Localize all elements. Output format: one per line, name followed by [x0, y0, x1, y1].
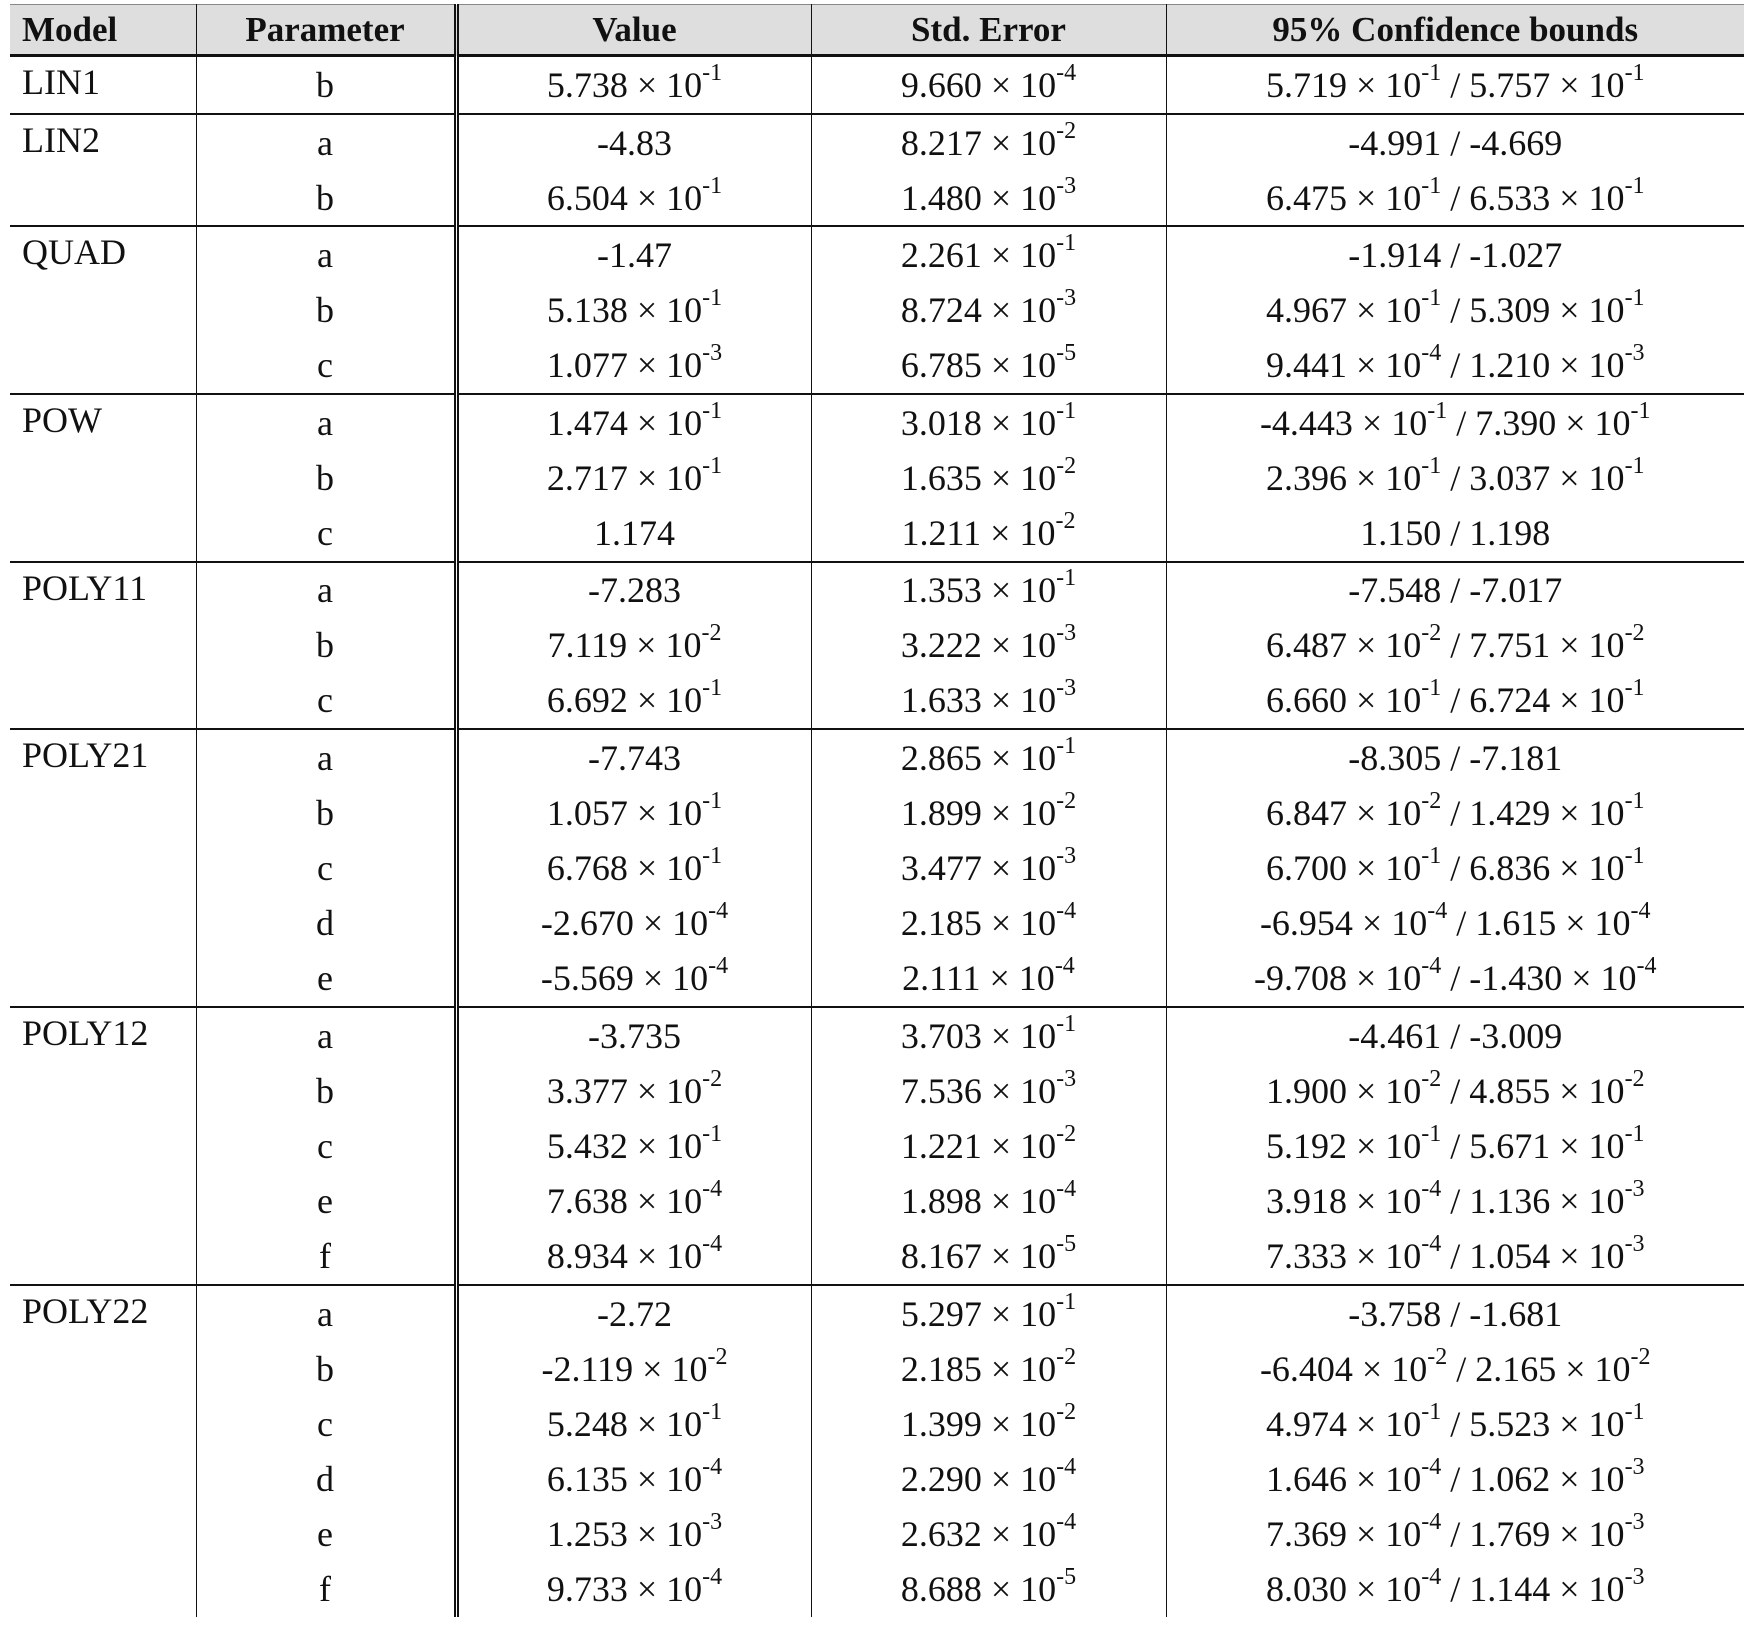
parameter-cell: d — [196, 896, 456, 951]
value-cell: $5.138 \times 10^{-1}$ — [456, 283, 811, 338]
confidence-bounds-cell: $8.030 \times 10^{-4} / 1.144 \times 10^{-3}$ — [1265, 1564, 1645, 1610]
parameter-cell: b — [196, 450, 456, 505]
confidence-bounds-cell: $2.396 \times 10^{-1} / 3.037 \times 10^{-1}$ — [1265, 452, 1645, 498]
value-cell: $5.432 \times 10^{-1}$ — [456, 1118, 811, 1173]
std-error-cell: $9.660 \times 10^{-4}$ — [811, 56, 1166, 115]
header-parameter: Parameter — [196, 5, 456, 56]
confidence-bounds-cell: $6.660 \times 10^{-1} / 6.724 \times 10^{-1}$ — [1166, 673, 1744, 729]
confidence-bounds-cell: -1.914 / -1.027 — [1348, 234, 1563, 275]
std-error-cell: $2.632 \times 10^{-4}$ — [811, 1507, 1166, 1562]
value-cell: -2.72 — [456, 1285, 811, 1341]
header-std-error: Std. Error — [811, 5, 1166, 56]
std-error-cell: $3.018 \times 10^{-1}$ — [811, 394, 1166, 450]
parameter-estimates-table — [10, 4, 1744, 1617]
confidence-bounds-cell: $-9.708 \times 10^{-4} / -1.430 \times 10^{-4}$ — [1166, 951, 1744, 1007]
table-row — [10, 1452, 1744, 1507]
confidence-bounds-cell: $4.967 \times 10^{-1} / 5.309 \times 10^{-1}$ — [1265, 285, 1645, 331]
std-error-cell: $2.185 \times 10^{-2}$ — [811, 1341, 1166, 1396]
table-row — [10, 951, 1744, 1007]
value-cell: $5.738 \times 10^{-1}$ — [456, 56, 811, 115]
parameter-cell: c — [196, 505, 456, 561]
std-error-cell: $8.217 \times 10^{-2}$ — [811, 114, 1166, 170]
value-cell: $7.638 \times 10^{-4}$ — [456, 1174, 811, 1229]
confidence-bounds-cell: $-4.443 \times 10^{-1} / 7.390 \times 10^{-1}$ — [1259, 397, 1651, 443]
parameter-cell: a — [196, 1007, 456, 1063]
parameter-cell: b — [196, 1341, 456, 1396]
confidence-bounds-cell: -7.548 / -7.017 — [1348, 570, 1563, 611]
table-row — [10, 283, 1744, 338]
table-row — [10, 338, 1744, 394]
parameter-cell: c — [196, 673, 456, 729]
parameter-cell: f — [196, 1229, 456, 1285]
value-cell: $-2.670 \times 10^{-4}$ — [456, 896, 811, 951]
table-row — [10, 1285, 1744, 1341]
confidence-bounds-cell: $5.719 \times 10^{-1} / 5.757 \times 10^{-1}$ — [1166, 56, 1744, 115]
parameter-cell: a — [196, 394, 456, 450]
std-error-cell: $1.899 \times 10^{-2}$ — [811, 785, 1166, 840]
table-row — [10, 785, 1744, 840]
table-row — [10, 1007, 1744, 1063]
parameter-cell: c — [196, 338, 456, 394]
value-cell: 1.174 — [456, 505, 811, 561]
std-error-cell: $8.167 \times 10^{-5}$ — [811, 1229, 1166, 1285]
model-name-cell: LIN1 — [10, 56, 196, 115]
std-error-cell: $2.865 \times 10^{-1}$ — [811, 729, 1166, 785]
parameter-cell: a — [196, 114, 456, 170]
value-cell: $6.692 \times 10^{-1}$ — [456, 673, 811, 729]
confidence-bounds-cell: $1.646 \times 10^{-4} / 1.062 \times 10^{-3}$ — [1265, 1454, 1645, 1500]
table-row — [10, 729, 1744, 785]
confidence-bounds-cell: $-6.404 \times 10^{-2} / 2.165 \times 10^{-2}$ — [1259, 1343, 1651, 1389]
table-row — [10, 1229, 1744, 1285]
header-confidence-bounds: 95% Confidence bounds — [1166, 5, 1744, 56]
std-error-cell: $8.724 \times 10^{-3}$ — [811, 283, 1166, 338]
table-row — [10, 673, 1744, 729]
value-cell: $1.057 \times 10^{-1}$ — [456, 785, 811, 840]
table-header-row — [10, 5, 1744, 56]
table-row — [10, 450, 1744, 505]
parameter-cell: a — [196, 562, 456, 618]
value-cell: -1.47 — [456, 226, 811, 282]
confidence-bounds-cell: $7.369 \times 10^{-4} / 1.769 \times 10^{-3}$ — [1265, 1509, 1645, 1555]
table-row — [10, 114, 1744, 170]
parameter-cell: f — [196, 1562, 456, 1617]
std-error-cell: $3.703 \times 10^{-1}$ — [811, 1007, 1166, 1063]
std-error-cell: $7.536 \times 10^{-3}$ — [811, 1063, 1166, 1118]
model-name-cell: POLY12 — [10, 1007, 196, 1285]
std-error-cell: $2.185 \times 10^{-4}$ — [811, 896, 1166, 951]
std-error-cell: $3.477 \times 10^{-3}$ — [811, 840, 1166, 895]
parameter-cell: c — [196, 1118, 456, 1173]
value-cell: $-2.119 \times 10^{-2}$ — [456, 1341, 811, 1396]
table-row — [10, 1063, 1744, 1118]
std-error-cell: $5.297 \times 10^{-1}$ — [811, 1285, 1166, 1341]
table-row — [10, 170, 1744, 226]
table-row — [10, 1507, 1744, 1562]
confidence-bounds-cell: $5.192 \times 10^{-1} / 5.671 \times 10^{-1}$ — [1265, 1120, 1645, 1166]
confidence-bounds-cell: -8.305 / -7.181 — [1348, 737, 1563, 778]
std-error-cell: $3.222 \times 10^{-3}$ — [811, 618, 1166, 673]
value-cell: $7.119 \times 10^{-2}$ — [456, 618, 811, 673]
std-error-cell: $1.898 \times 10^{-4}$ — [811, 1174, 1166, 1229]
parameter-cell: b — [196, 170, 456, 226]
model-name-cell: QUAD — [10, 226, 196, 394]
parameter-cell: b — [196, 618, 456, 673]
confidence-bounds-cell: $3.918 \times 10^{-4} / 1.136 \times 10^{-3}$ — [1265, 1176, 1645, 1222]
header-model: Model — [10, 5, 196, 56]
confidence-bounds-cell: -4.461 / -3.009 — [1348, 1015, 1563, 1056]
model-name-cell: POLY11 — [10, 562, 196, 730]
std-error-cell: $1.211 \times 10^{-2}$ — [811, 505, 1166, 561]
confidence-bounds-cell: -4.991 / -4.669 — [1348, 122, 1563, 163]
table-row — [10, 226, 1744, 282]
value-cell: -7.283 — [456, 562, 811, 618]
value-cell: $6.504 \times 10^{-1}$ — [456, 170, 811, 226]
std-error-cell: $6.785 \times 10^{-5}$ — [811, 338, 1166, 394]
parameter-cell: a — [196, 226, 456, 282]
model-name-cell: POLY21 — [10, 729, 196, 1007]
value-cell: $9.733 \times 10^{-4}$ — [456, 1562, 811, 1617]
value-cell: -7.743 — [456, 729, 811, 785]
confidence-bounds-cell: $-6.954 \times 10^{-4} / 1.615 \times 10^{-4}$ — [1259, 898, 1651, 944]
value-cell: $-5.569 \times 10^{-4}$ — [456, 951, 811, 1007]
table-row — [10, 56, 1744, 115]
std-error-cell: $1.635 \times 10^{-2}$ — [811, 450, 1166, 505]
confidence-bounds-cell: $7.333 \times 10^{-4} / 1.054 \times 10^{-3}$ — [1166, 1229, 1744, 1285]
table-row — [10, 1174, 1744, 1229]
table-row — [10, 394, 1744, 450]
model-name-cell: POW — [10, 394, 196, 562]
std-error-cell: $1.633 \times 10^{-3}$ — [811, 673, 1166, 729]
table-row — [10, 896, 1744, 951]
value-cell: $1.077 \times 10^{-3}$ — [456, 338, 811, 394]
table-body — [10, 56, 1744, 1618]
value-cell: $1.253 \times 10^{-3}$ — [456, 1507, 811, 1562]
parameter-cell: c — [196, 1396, 456, 1451]
table-row — [10, 505, 1744, 561]
confidence-bounds-cell: $6.487 \times 10^{-2} / 7.751 \times 10^{-2}$ — [1265, 620, 1645, 666]
value-cell: -3.735 — [456, 1007, 811, 1063]
model-name-cell: POLY22 — [10, 1285, 196, 1617]
confidence-bounds-cell: $1.900 \times 10^{-2} / 4.855 \times 10^{-2}$ — [1265, 1065, 1645, 1111]
confidence-bounds-cell: $6.700 \times 10^{-1} / 6.836 \times 10^{-1}$ — [1265, 843, 1645, 889]
value-cell: $6.768 \times 10^{-1}$ — [456, 840, 811, 895]
parameter-cell: e — [196, 1507, 456, 1562]
parameter-table-container — [10, 4, 1744, 1617]
value-cell: -4.83 — [456, 114, 811, 170]
confidence-bounds-cell: $9.441 \times 10^{-4} / 1.210 \times 10^{-3}$ — [1166, 338, 1744, 394]
header-value: Value — [456, 5, 811, 56]
parameter-cell: d — [196, 1452, 456, 1507]
parameter-cell: a — [196, 1285, 456, 1341]
value-cell: $2.717 \times 10^{-1}$ — [456, 450, 811, 505]
confidence-bounds-cell: -3.758 / -1.681 — [1348, 1293, 1563, 1334]
confidence-bounds-cell: 1.150 / 1.198 — [1166, 505, 1744, 561]
parameter-cell: c — [196, 840, 456, 895]
table-row — [10, 1118, 1744, 1173]
confidence-bounds-cell: $4.974 \times 10^{-1} / 5.523 \times 10^{-1}$ — [1265, 1398, 1645, 1444]
parameter-cell: b — [196, 785, 456, 840]
model-name-cell: LIN2 — [10, 114, 196, 226]
parameter-cell: e — [196, 1174, 456, 1229]
confidence-bounds-cell: $6.475 \times 10^{-1} / 6.533 \times 10^{-1}$ — [1166, 170, 1744, 226]
std-error-cell: $1.480 \times 10^{-3}$ — [811, 170, 1166, 226]
parameter-cell: e — [196, 951, 456, 1007]
std-error-cell: $8.688 \times 10^{-5}$ — [811, 1562, 1166, 1617]
std-error-cell: $1.399 \times 10^{-2}$ — [811, 1396, 1166, 1451]
table-row — [10, 1562, 1744, 1617]
table-row — [10, 618, 1744, 673]
std-error-cell: $1.353 \times 10^{-1}$ — [811, 562, 1166, 618]
parameter-cell: b — [196, 1063, 456, 1118]
parameter-cell: a — [196, 729, 456, 785]
std-error-cell: $1.221 \times 10^{-2}$ — [811, 1118, 1166, 1173]
confidence-bounds-cell: $6.847 \times 10^{-2} / 1.429 \times 10^{-1}$ — [1265, 787, 1645, 833]
std-error-cell: $2.261 \times 10^{-1}$ — [811, 226, 1166, 282]
table-row — [10, 1396, 1744, 1451]
parameter-cell: b — [196, 56, 456, 115]
value-cell: $8.934 \times 10^{-4}$ — [456, 1229, 811, 1285]
table-row — [10, 840, 1744, 895]
std-error-cell: $2.290 \times 10^{-4}$ — [811, 1452, 1166, 1507]
parameter-cell: b — [196, 283, 456, 338]
std-error-cell: $2.111 \times 10^{-4}$ — [811, 951, 1166, 1007]
table-row — [10, 1341, 1744, 1396]
value-cell: $3.377 \times 10^{-2}$ — [456, 1063, 811, 1118]
value-cell: $1.474 \times 10^{-1}$ — [456, 394, 811, 450]
value-cell: $5.248 \times 10^{-1}$ — [456, 1396, 811, 1451]
value-cell: $6.135 \times 10^{-4}$ — [456, 1452, 811, 1507]
table-row — [10, 562, 1744, 618]
